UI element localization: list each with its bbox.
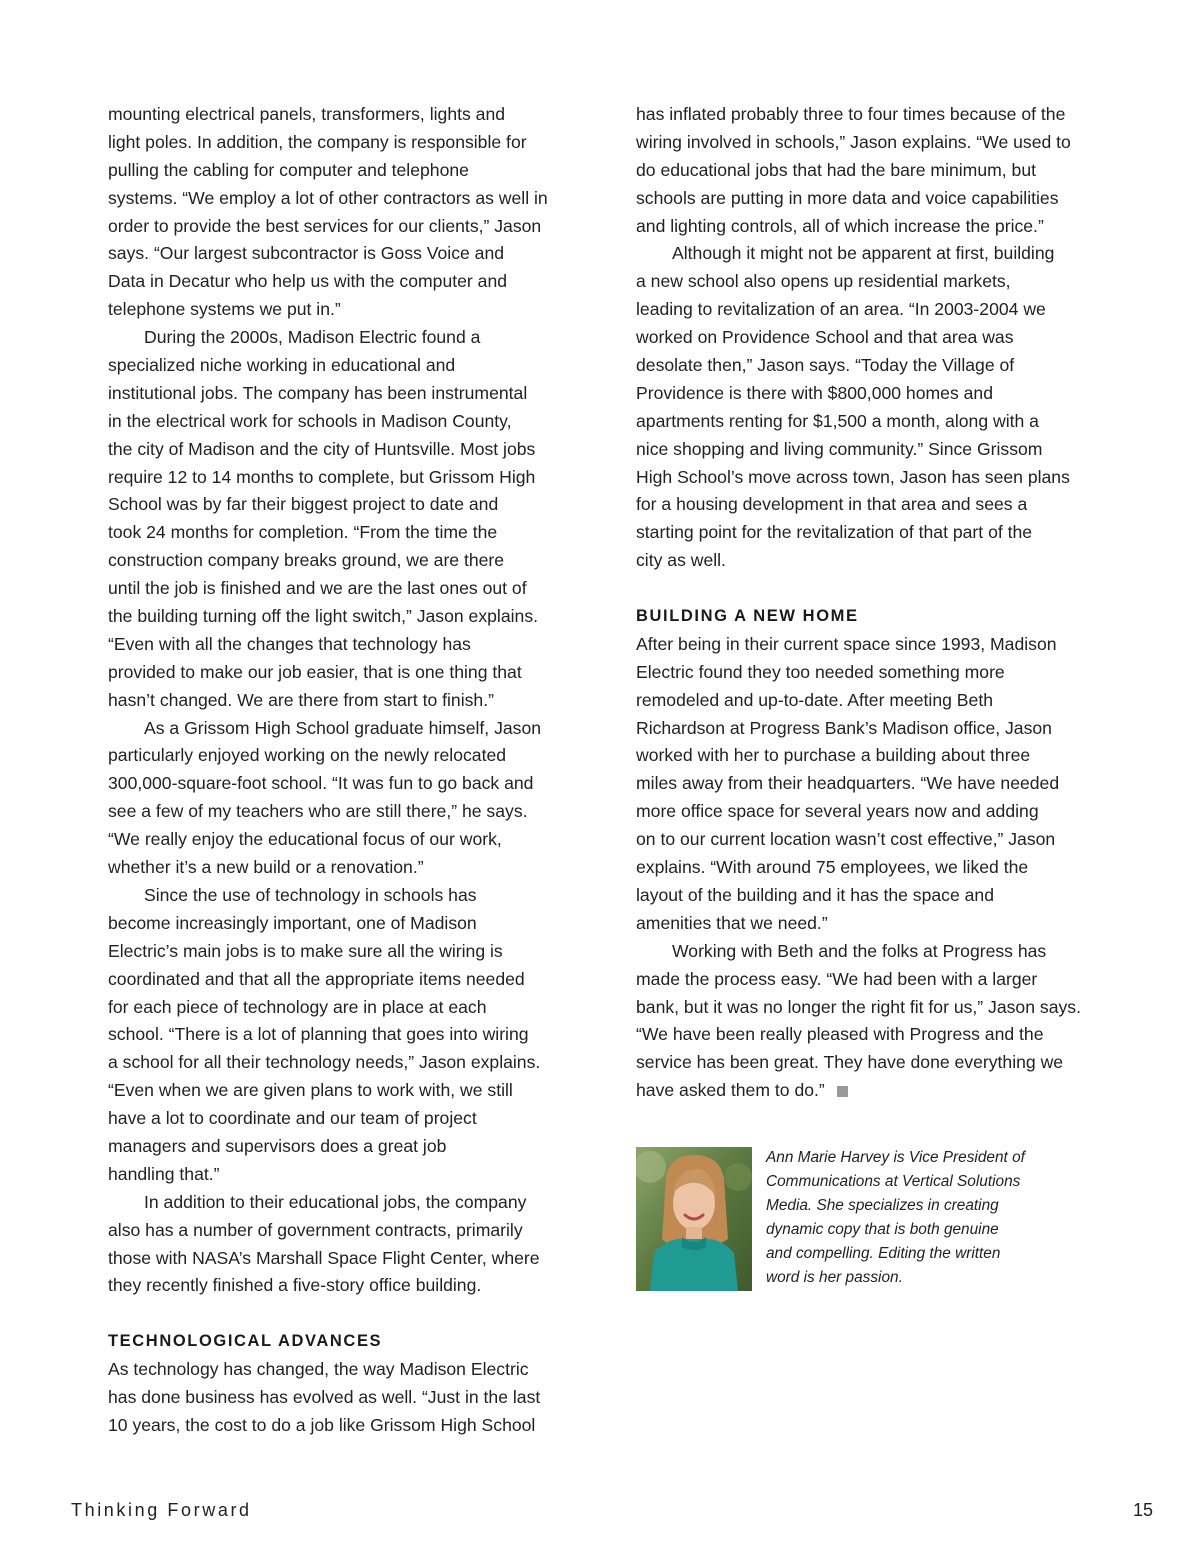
right-column — [636, 101, 1118, 1105]
paragraph: mounting electrical panels, transformers, lights and light poles. In addition, the company is responsible for pulling the cabling for computer and telephone systems. “We employ a lot of other contractors as well in order to provide the best services for our clients,” Jason says. “Our largest subcontractor is Goss Voice and Data in Decatur who help us with the computer and telephone systems we put in.” — [108, 104, 548, 320]
paragraph: Although it might not be apparent at first, building a new school also opens up residential markets, leading to revitalization of an area. “In 2003-2004 we worked on Providence School and that area was desolate then,” Jason says. “Today the Village of Providence is there with $800,000 homes and apartments renting for $1,500 a month, along with a nice shopping and living community.” Since Grissom High School’s move across town, Jason has seen plans for a housing development in that area and sees a starting point for the revitalization of that part of the city as well. — [636, 243, 1070, 571]
author-photo — [636, 1147, 752, 1291]
section-heading: BUILDING A NEW HOME — [636, 607, 859, 626]
left-column — [108, 101, 586, 1440]
paragraph: As technology has changed, the way Madison Electric has done business has evolved as well. “Just in the last 10 years, the cost to do a job like Grissom High School — [108, 1359, 541, 1435]
end-mark-icon — [837, 1086, 848, 1097]
paragraph: In addition to their educational jobs, the company also has a number of government contracts, primarily those with NASA’s Marshall Space Flight Center, where they recently finished a five-story office building. — [108, 1191, 540, 1296]
paragraph: Working with Beth and the folks at Progress has made the process easy. “We had been with a larger bank, but it was no longer the right fit for us,” Jason says. “We have been really pleased with Progress and the service has been great. They have done everything we have asked them to do.” — [636, 940, 1081, 1101]
paragraph: During the 2000s, Madison Electric found a specialized niche working in educational and institutional jobs. The company has been instrumental in the electrical work for schools in Madison County, the city of Madison and the city of Huntsville. Most jobs require 12 to 14 months to complete, but Grissom High School was by far their biggest project to date and took 24 months for completion. “From the time the construction company breaks ground, we are there until the job is finished and we are the last ones out of the building turning off the light switch,” Jason explains. “Even with all the changes that technology has provided to make our job easier, that is one thing that hasn’t changed. We are there from start to finish.” — [108, 327, 538, 710]
paragraph: After being in their current space since 1993, Madison Electric found they too needed something more remodeled and up-to-date. After meeting Beth Richardson at Progress Bank’s Madison office, Jason worked with her to purchase a building about three miles away from their headquarters. “We have needed more office space for several years now and adding on to our current location wasn’t cost effective,” Jason explains. “With around 75 employees, we liked the layout of the building and it has the space and amenities that we need.” — [636, 633, 1060, 933]
paragraph: has inflated probably three to four times because of the wiring involved in schools,” Jason explains. “We used to do educational jobs that had the bare minimum, but schools are putting in more data and voice capabilities and lighting controls, all of which increase the price.” — [636, 104, 1071, 236]
section-heading: TECHNOLOGICAL ADVANCES — [108, 1332, 383, 1351]
author-bio: Ann Marie Harvey is Vice President of Communications at Vertical Solutions Media. She specializes in creating dynamic copy that is both genuine and compelling. Editing the written word is her passion. — [766, 1149, 1025, 1286]
paragraph: Since the use of technology in schools has become increasingly important, one of Madison Electric’s main jobs is to make sure all the wiring is coordinated and that all the appropriate items needed for each piece of technology are in place at each school. “There is a lot of planning that goes into wiring a school for all their technology needs,” Jason explains. “Even when we are given plans to work with, we still have a lot to coordinate and our team of project managers and supervisors does a great job handling that.” — [108, 884, 541, 1184]
publication-name: Thinking Forward — [71, 1500, 252, 1520]
page-number: 15 — [1133, 1500, 1154, 1520]
paragraph: As a Grissom High School graduate himself, Jason particularly enjoyed working on the newly relocated 300,000-square-foot school. “It was fun to go back and see a few of my teachers who are still there,” he says. “We really enjoy the educational focus of our work, whether it’s a new build or a renovation.” — [108, 717, 542, 878]
